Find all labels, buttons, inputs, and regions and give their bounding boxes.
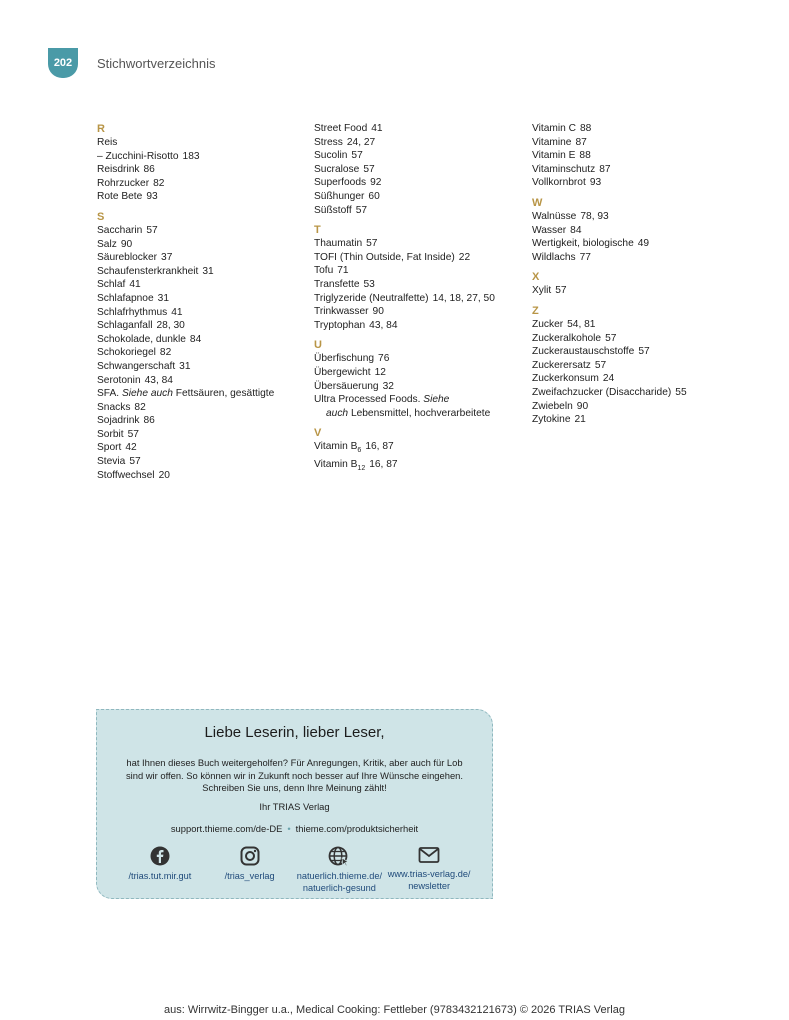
entry-term: Triglyzeride (Neutralfette) xyxy=(314,292,429,304)
entry-term: Sport xyxy=(97,442,122,454)
entry-term: Zuckerersatz xyxy=(532,359,591,371)
entry-pages: 22 xyxy=(458,251,471,263)
index-letter-r: R xyxy=(97,123,105,135)
entry-term: Vollkornbrot xyxy=(532,177,586,189)
entry-pages: 82 xyxy=(159,347,172,359)
entry-pages: 84 xyxy=(189,333,202,345)
index-entry xyxy=(314,251,524,265)
feedback-line: sind wir offen. So können wir in Zukunft noch besser auf Ihre Wünsche eingehen. xyxy=(125,769,463,781)
instagram-icon xyxy=(240,846,260,866)
index-entry xyxy=(97,333,302,347)
index-entry xyxy=(97,265,302,279)
index-entry xyxy=(532,176,742,190)
index-entry xyxy=(532,359,742,373)
entry-term: – Zucchini-Risotto xyxy=(97,150,179,162)
entry-term: Süßstoff xyxy=(314,204,352,216)
index-entry xyxy=(532,224,742,238)
entry-pages: 55 xyxy=(675,386,687,398)
entry-term: Tofu xyxy=(314,265,334,277)
index-letter-u: U xyxy=(314,339,322,352)
newsletter-line-1: www.trias-verlag.de/ xyxy=(387,868,471,879)
entry-term: Stress xyxy=(314,136,343,148)
entry-pages: 86 xyxy=(143,415,155,427)
feedback-title: Liebe Leserin, lieber Leser, xyxy=(204,724,385,741)
index-entry xyxy=(532,400,742,414)
index-entry xyxy=(97,190,302,204)
entry-term: Vitaminschutz xyxy=(532,163,596,175)
facebook-icon xyxy=(150,846,170,866)
index-entry xyxy=(97,455,302,469)
entry-pages: 28, 30 xyxy=(156,320,185,332)
entry-pages: 41 xyxy=(129,279,141,291)
feedback-signature: Ihr TRIAS Verlag xyxy=(259,800,330,812)
entry-term: Zwiebeln xyxy=(532,400,573,412)
entry-term: Säureblocker xyxy=(97,252,158,264)
index-entry xyxy=(314,366,524,380)
index-entry xyxy=(532,136,742,150)
see-also: Siehe xyxy=(423,394,450,406)
index-letter-x: X xyxy=(532,271,540,284)
entry-pages: 60 xyxy=(368,190,380,202)
index-entry xyxy=(314,278,524,292)
feedback-line: Schreiben Sie uns, denn Ihre Meinung zählt! xyxy=(202,782,387,793)
index-entry xyxy=(532,251,742,265)
index-entry xyxy=(97,224,302,238)
website-line-2: natuerlich-gesund xyxy=(302,882,376,893)
index-entry xyxy=(532,318,742,332)
entry-pages: 31 xyxy=(179,360,191,372)
entry-term: Ultra Processed Foods. xyxy=(314,394,421,406)
entry-pages: 57 xyxy=(366,238,378,250)
entry-pages: 90 xyxy=(372,306,384,318)
index-entry xyxy=(97,387,302,401)
entry-term: Saccharin xyxy=(97,224,143,236)
entry-term: Thaumatin xyxy=(314,238,363,250)
index-entry xyxy=(97,469,302,483)
index-letter-z: Z xyxy=(532,304,539,317)
entry-pages: 57 xyxy=(127,428,139,440)
entry-pages: 37 xyxy=(161,252,173,264)
entry-pages: 21 xyxy=(574,414,586,426)
index-entry xyxy=(314,380,524,394)
entry-pages: 43, 84 xyxy=(369,319,398,331)
entry-term: Süßhunger xyxy=(314,190,365,202)
index-entry xyxy=(97,346,302,360)
entry-term: Rote Bete xyxy=(97,191,143,203)
entry-term: Zytokine xyxy=(532,414,571,426)
index-letter-s: S xyxy=(97,210,105,223)
entry-term: Street Food xyxy=(314,123,368,134)
entry-pages: 57 xyxy=(355,204,368,216)
globe-icon xyxy=(328,846,350,866)
index-entry xyxy=(314,136,524,150)
index-entry xyxy=(314,122,524,136)
entry-term: Vitamin B xyxy=(314,441,358,453)
entry-pages: 87 xyxy=(575,136,587,148)
feedback-text xyxy=(115,757,475,795)
index-entry xyxy=(314,264,524,278)
entry-term: Schlafrhythmus xyxy=(97,306,168,318)
entry-term: Vitamin E xyxy=(532,150,576,162)
entry-pages: 90 xyxy=(120,238,133,250)
index-entry xyxy=(97,441,302,455)
entry-term: Schlaganfall xyxy=(97,320,153,332)
entry-term: SFA. xyxy=(97,388,120,400)
entry-term: Wasser xyxy=(532,224,567,236)
entry-term: Zweifachzucker (Disaccharide) xyxy=(532,386,672,398)
index-entry xyxy=(532,149,742,163)
entry-pages: 49 xyxy=(637,238,650,250)
mail-icon xyxy=(418,846,440,864)
entry-term: Sorbit xyxy=(97,428,124,440)
index-entry xyxy=(97,251,302,265)
entry-pages: 54, 81 xyxy=(567,318,596,330)
website-line-1: natuerlich.thieme.de/ xyxy=(296,870,383,881)
running-title: Stichwortverzeichnis xyxy=(97,56,216,71)
index-column-3 xyxy=(532,122,742,427)
entry-pages: 86 xyxy=(143,164,155,176)
see-also: auch xyxy=(326,407,349,419)
entry-pages: 84 xyxy=(570,224,582,236)
entry-term: Trinkwasser xyxy=(314,306,369,318)
index-entry xyxy=(532,372,742,386)
entry-term: Transfette xyxy=(314,278,360,290)
entry-term: Schokolade, dunkle xyxy=(97,333,186,345)
index-entry xyxy=(532,163,742,177)
entry-term: Walnüsse xyxy=(532,210,577,222)
subscript: 12 xyxy=(357,464,366,472)
instagram-link[interactable] xyxy=(205,846,295,894)
entry-pages: 57 xyxy=(605,332,617,344)
entry-pages: 183 xyxy=(182,150,200,162)
entry-pages: 31 xyxy=(157,292,169,304)
entry-term: Sojadrink xyxy=(97,415,140,427)
entry-term: Überfischung xyxy=(314,353,375,365)
entry-term: Snacks xyxy=(97,401,131,413)
entry-pages: 57 xyxy=(129,456,141,468)
index-entry xyxy=(314,352,524,366)
entry-pages: 41 xyxy=(371,123,383,134)
entry-pages: 32 xyxy=(382,380,394,392)
entry-pages: 82 xyxy=(153,177,165,189)
reader-feedback-box xyxy=(96,709,493,899)
index-entry xyxy=(97,428,302,442)
index-entry xyxy=(314,407,524,421)
index-entry xyxy=(97,136,302,150)
facebook-link[interactable] xyxy=(115,846,205,894)
entry-term: Rohrzucker xyxy=(97,177,150,189)
entry-term: Reisdrink xyxy=(97,164,140,176)
entry-pages: 78, 93 xyxy=(580,210,609,222)
feedback-links xyxy=(97,823,492,834)
index-entry xyxy=(97,306,302,320)
index-entry xyxy=(314,305,524,319)
entry-term: Superfoods xyxy=(314,177,367,189)
entry-term: Vitamin C xyxy=(532,123,576,134)
index-entry xyxy=(532,386,742,400)
entry-pages: 57 xyxy=(351,150,363,162)
index-entry xyxy=(97,238,302,252)
entry-pages: 57 xyxy=(555,285,567,297)
entry-term: Übergewicht xyxy=(314,366,371,378)
entry-pages: 16, 87 xyxy=(365,441,394,453)
entry-pages: 41 xyxy=(171,306,183,318)
source-footer: aus: Wirrwitz-Bingger u.a., Medical Cooking: Fettleber (9783432121673) © 2026 TRIAS Verlag xyxy=(164,1004,625,1016)
social-links xyxy=(115,846,474,894)
index-letter-v: V xyxy=(314,427,322,440)
entry-term: Schlaf xyxy=(97,279,126,291)
entry-term: Zucker xyxy=(532,318,564,330)
index-entry xyxy=(314,440,524,458)
entry-pages: 92 xyxy=(370,177,382,189)
index-entry xyxy=(532,122,742,136)
entry-pages: 88 xyxy=(579,150,591,162)
product-safety-link[interactable]: thieme.com/produktsicherheit xyxy=(295,822,419,834)
entry-term: Übersäuerung xyxy=(314,380,379,392)
entry-pages: 12 xyxy=(374,366,386,378)
index-entry xyxy=(97,150,302,164)
index-letter-w: W xyxy=(532,196,543,209)
link-separator: • xyxy=(287,822,291,834)
entry-term: Sucralose xyxy=(314,163,360,175)
index-entry xyxy=(97,401,302,415)
entry-term: Zuckerkonsum xyxy=(532,373,599,385)
index-entry xyxy=(314,204,524,218)
entry-pages: 42 xyxy=(125,442,137,454)
entry-term: Xylit xyxy=(532,285,552,297)
entry-pages: 57 xyxy=(146,224,158,236)
entry-pages: 53 xyxy=(363,278,375,290)
index-entry xyxy=(97,374,302,388)
entry-pages: 14, 18, 27, 50 xyxy=(432,292,495,304)
index-letter-t: T xyxy=(314,224,321,237)
entry-term: Wildlachs xyxy=(532,251,576,263)
entry-term: Schokoriegel xyxy=(97,347,156,359)
index-entry xyxy=(314,237,524,251)
entry-pages: 76 xyxy=(378,353,390,365)
instagram-handle: /trias_verlag xyxy=(224,870,275,881)
index-entry xyxy=(97,319,302,333)
support-link[interactable]: support.thieme.com/de-DE xyxy=(170,822,283,834)
index-entry xyxy=(532,332,742,346)
facebook-handle: /trias.tut.mir.gut xyxy=(128,870,192,881)
index-entry xyxy=(97,278,302,292)
index-entry xyxy=(314,163,524,177)
entry-pages: 57 xyxy=(594,359,607,371)
subscript: 6 xyxy=(357,447,362,455)
index-entry xyxy=(532,210,742,224)
index-column-1 xyxy=(97,122,302,482)
entry-pages: 77 xyxy=(579,251,591,263)
entry-pages: 16, 87 xyxy=(369,458,398,470)
entry-term: Zuckeraustauschstoffe xyxy=(532,346,635,358)
index-entry xyxy=(314,319,524,333)
entry-pages: 20 xyxy=(158,469,170,481)
entry-pages: 93 xyxy=(589,177,602,189)
entry-term: Tryptophan xyxy=(314,319,366,331)
feedback-line: hat Ihnen dieses Buch weitergeholfen? Für Anregungen, Kritik, aber auch für Lob xyxy=(126,757,463,768)
entry-pages: 24 xyxy=(602,373,615,385)
index-entry xyxy=(97,414,302,428)
entry-pages: 43, 84 xyxy=(144,374,173,386)
entry-term: Serotonin xyxy=(97,374,141,386)
entry-term: Stoffwechsel xyxy=(97,469,155,481)
entry-pages: 57 xyxy=(363,163,375,175)
index-entry xyxy=(532,413,742,427)
index-entry xyxy=(97,163,302,177)
entry-pages: 24, 27 xyxy=(346,136,376,148)
index-entry xyxy=(97,292,302,306)
entry-term: Sucolin xyxy=(314,150,348,162)
entry-term: Zuckeralkohole xyxy=(532,332,602,344)
entry-term: TOFI (Thin Outside, Fat Inside) xyxy=(314,251,455,263)
index-entry xyxy=(97,177,302,191)
index-entry xyxy=(532,345,742,359)
index-entry xyxy=(532,284,742,298)
entry-term: Stevia xyxy=(97,456,126,468)
see-also: Siehe auch xyxy=(121,388,173,400)
newsletter-link[interactable] xyxy=(384,846,474,894)
index-column-2 xyxy=(314,122,524,476)
index-entry xyxy=(314,458,524,476)
entry-pages: 71 xyxy=(337,265,349,277)
entry-pages: 82 xyxy=(134,401,146,413)
entry-term: Schlafapnoe xyxy=(97,292,154,304)
entry-term: Reis xyxy=(97,137,118,148)
entry-term: Vitamine xyxy=(532,136,572,148)
index-entry xyxy=(314,292,524,306)
entry-term: Schaufensterkrankheit xyxy=(97,265,199,277)
entry-pages: 93 xyxy=(146,191,158,203)
index-entry xyxy=(532,237,742,251)
entry-term: Vitamin B xyxy=(314,458,358,470)
index-entry xyxy=(314,176,524,190)
entry-pages: 88 xyxy=(579,123,592,134)
entry-term: Salz xyxy=(97,238,117,250)
entry-pages: 90 xyxy=(576,400,589,412)
entry-term: Schwangerschaft xyxy=(97,360,176,372)
newsletter-line-2: newsletter xyxy=(408,880,451,891)
cross-reference: Lebensmittel, hochverarbeitete xyxy=(350,407,491,419)
entry-term: Wertigkeit, biologische xyxy=(532,238,634,250)
index-entry xyxy=(314,393,524,407)
index-entry xyxy=(97,360,302,374)
cross-reference: Fettsäuren, gesättigte xyxy=(175,388,275,400)
entry-pages: 31 xyxy=(202,265,214,277)
index-entry xyxy=(314,190,524,204)
page-number-badge: 202 xyxy=(48,48,78,78)
entry-pages: 57 xyxy=(638,346,650,358)
website-link[interactable] xyxy=(295,846,385,894)
entry-pages: 87 xyxy=(599,163,611,175)
index-entry xyxy=(314,149,524,163)
